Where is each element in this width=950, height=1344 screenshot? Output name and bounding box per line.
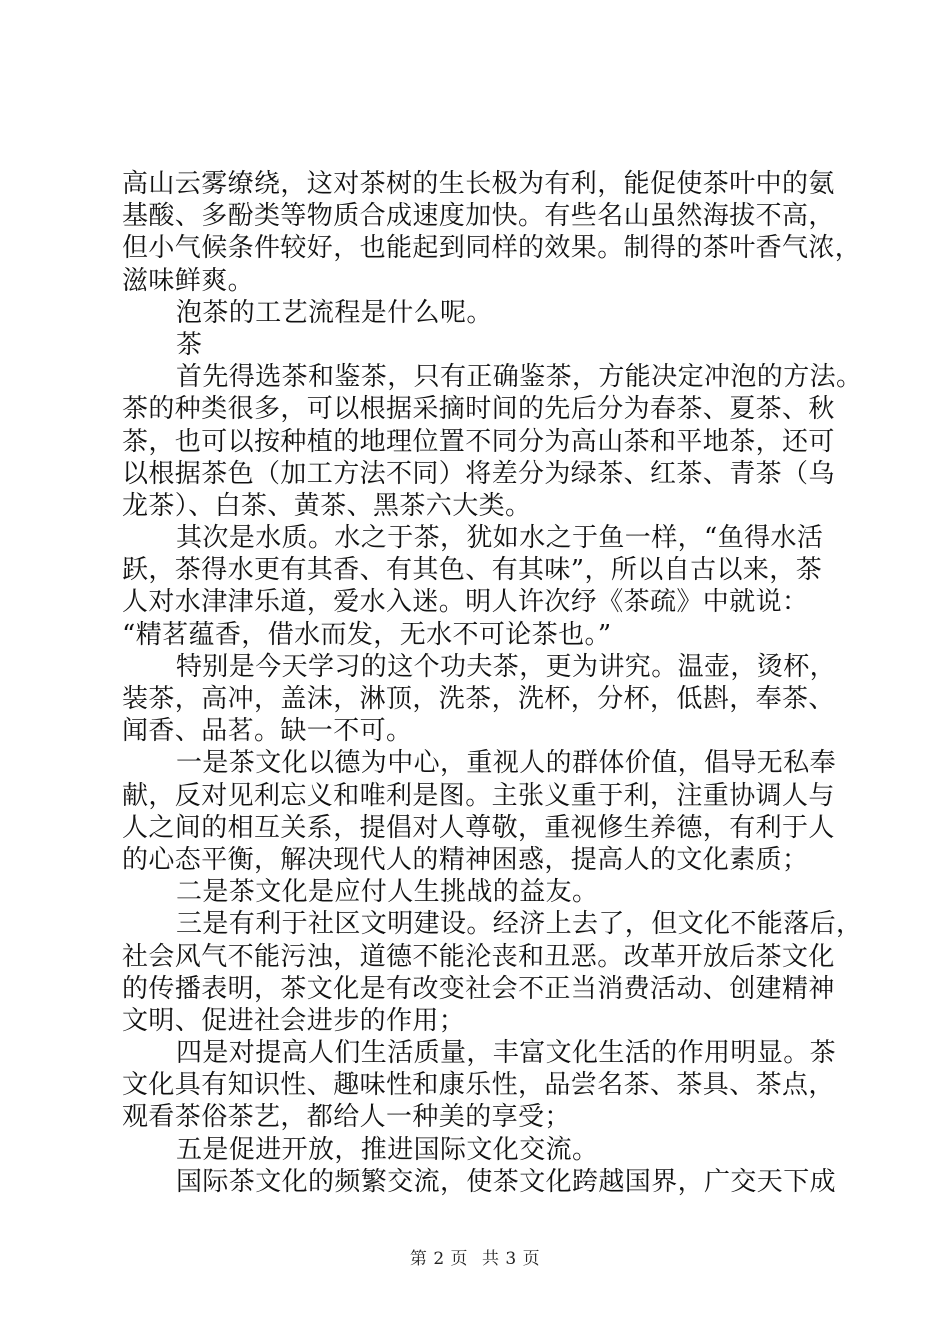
text-line: “精茗蕴香，借水而发，无水不可论茶也。”	[122, 619, 612, 650]
document-body	[122, 168, 863, 1198]
text-line: 但小气候条件较好，也能起到同样的效果。制得的茶叶香气浓，	[122, 233, 862, 264]
text-line: 其次是水质。水之于茶，犹如水之于鱼一样，“鱼得水活	[176, 523, 824, 554]
text-line: 二是茶文化是应付人生挑战的益友。	[176, 877, 599, 908]
text-line: 文明、促进社会进步的作用；	[122, 1005, 466, 1036]
page-total: 共 3 页	[481, 1249, 541, 1269]
text-line: 社会风气不能污浊，道德不能沦丧和丑恶。改革开放后茶文化	[122, 941, 835, 972]
text-line: 献，反对见利忘义和唯利是图。主张义重于利，注重协调人与	[122, 780, 835, 811]
text-line: 高山云雾缭绕，这对茶树的生长极为有利，能促使茶叶中的氨	[122, 169, 835, 199]
text-line: 茶，也可以按种植的地理位置不同分为高山茶和平地茶，还可	[122, 426, 835, 457]
text-line: 三是有利于社区文明建设。经济上去了，但文化不能落后，	[176, 909, 863, 940]
text-line: 的传播表明，茶文化是有改变社会不正当消费活动、创建精神	[122, 973, 835, 1004]
text-line: 装茶，高冲，盖沫，淋顶，洗茶，洗杯，分杯，低斟，奉茶、	[122, 684, 835, 714]
text-line: 龙茶）、白茶、黄茶、黑茶六大类。	[122, 490, 532, 521]
text-line: 滋味鲜爽。	[122, 265, 255, 296]
text-line: 茶	[176, 329, 203, 360]
text-line: 首先得选茶和鉴茶，只有正确鉴茶，方能决定冲泡的方法。	[176, 362, 863, 393]
text-line: 五是促进开放，推进国际文化交流。	[176, 1134, 599, 1165]
page-number: 第 2 页	[409, 1249, 469, 1269]
text-line: 茶的种类很多，可以根据采摘时间的先后分为春茶、夏茶、秋	[122, 394, 835, 425]
text-line: 文化具有知识性、趣味性和康乐性，品尝名茶、茶具、茶点，	[122, 1070, 835, 1101]
text-line: 基酸、多酚类等物质合成速度加快。有些名山虽然海拔不高，	[122, 201, 835, 232]
text-line: 观看茶俗茶艺，都给人一种美的享受；	[122, 1102, 571, 1133]
text-line: 四是对提高人们生活质量，丰富文化生活的作用明显。茶	[176, 1038, 837, 1069]
text-line: 一是茶文化以德为中心，重视人的群体价值，倡导无私奉	[176, 748, 837, 779]
text-line: 泡茶的工艺流程是什么呢。	[176, 297, 493, 328]
text-line: 闻香、品茗。缺一不可。	[122, 716, 413, 747]
text-line: 人对水津津乐道，爱水入迷。明人许次纾《茶疏》中就说：	[122, 587, 809, 618]
text-line: 跃，茶得水更有其香、有其色、有其味”，所以自古以来，茶	[122, 555, 823, 586]
text-line: 的心态平衡，解决现代人的精神困惑，提高人的文化素质；	[122, 844, 809, 875]
text-line: 国际茶文化的频繁交流，使茶文化跨越国界，广交天下成	[176, 1166, 837, 1197]
text-line: 特别是今天学习的这个功夫茶，更为讲究。温壶，烫杯，	[176, 651, 837, 682]
text-line: 以根据茶色（加工方法不同）将差分为绿茶、红茶、青茶（乌	[122, 458, 835, 489]
text-line: 人之间的相互关系，提倡对人尊敬，重视修生养德，有利于人	[122, 812, 835, 843]
page-footer	[0, 1244, 950, 1269]
